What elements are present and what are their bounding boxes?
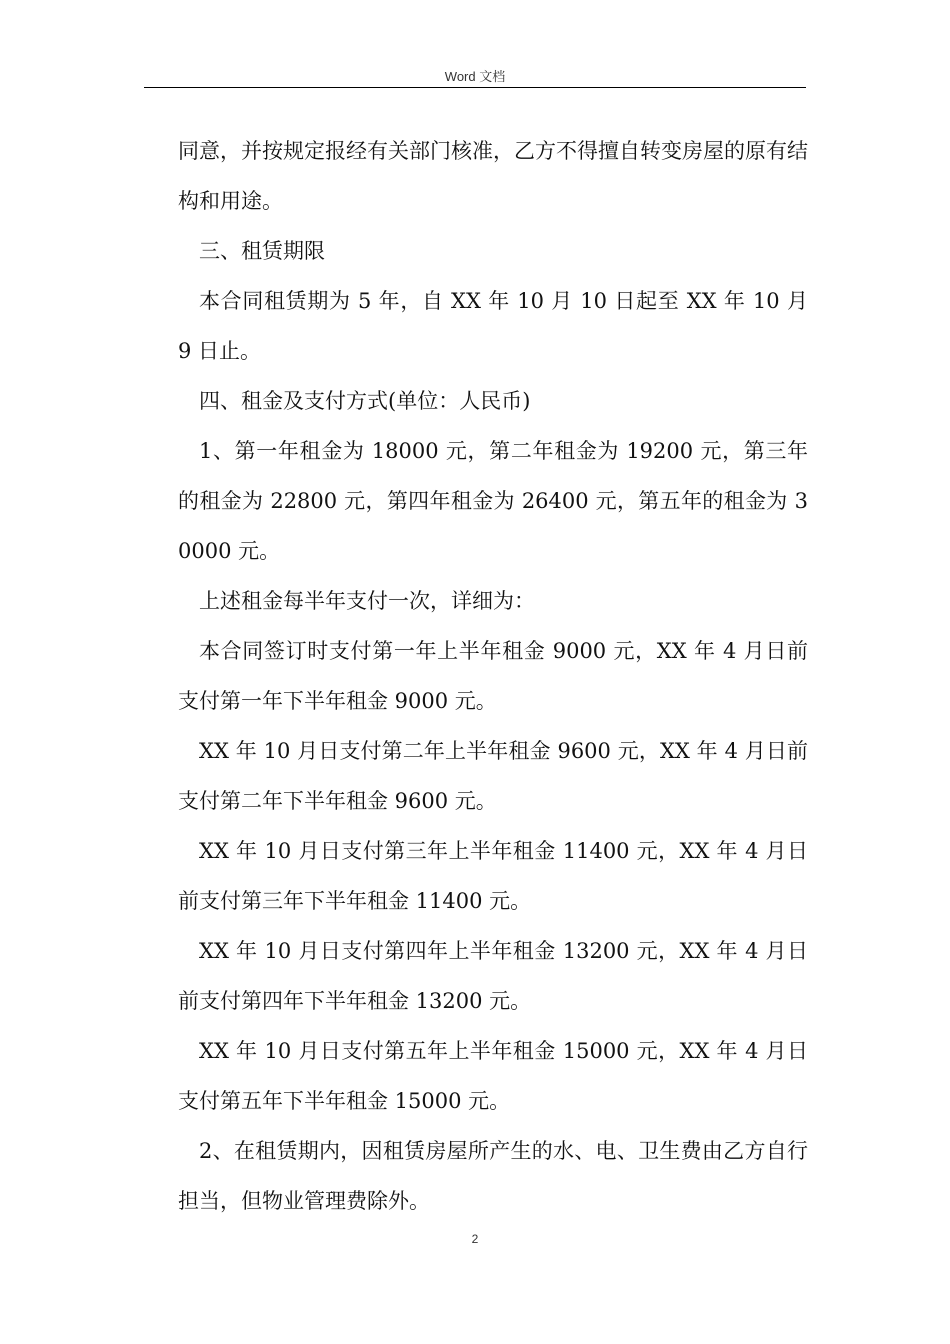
- section-heading: 四、租金及支付方式(单位：人民币): [199, 389, 531, 413]
- paragraph: XX 年 10 月日支付第三年上半年租金 11400 元，XX 年 4 月日前支付第三年下半年租金 11400 元。: [178, 839, 808, 913]
- paragraph: XX 年 10 月日支付第四年上半年租金 13200 元，XX 年 4 月日前支付第四年下半年租金 13200 元。: [178, 939, 808, 1013]
- paragraph: 1、第一年租金为 18000 元，第二年租金为 19200 元，第三年的租金为 22800 元，第四年租金为 26400 元，第五年的租金为 30000 元。: [178, 439, 808, 563]
- header-divider: [144, 87, 806, 88]
- page-number: 2: [471, 1232, 479, 1246]
- paragraph: 同意，并按规定报经有关部门核准，乙方不得擅自转变房屋的原有结构和用途。: [178, 139, 808, 213]
- paragraph: XX 年 10 月日支付第二年上半年租金 9600 元，XX 年 4 月日前支付第二年下半年租金 9600 元。: [178, 739, 808, 813]
- paragraph: 本合同签订时支付第一年上半年租金 9000 元，XX 年 4 月日前支付第一年下半年租金 9000 元。: [178, 639, 808, 713]
- paragraph: 上述租金每半年支付一次，详细为：: [199, 589, 535, 613]
- section-heading: 三、租赁期限: [199, 239, 325, 263]
- paragraph: 本合同租赁期为 5 年，自 XX 年 10 月 10 日起至 XX 年 10 月 9 日止。: [178, 289, 808, 363]
- page-header: Word 文档: [444, 69, 506, 84]
- document-body: [178, 126, 808, 1226]
- paragraph: XX 年 10 月日支付第五年上半年租金 15000 元，XX 年 4 月日支付第五年下半年租金 15000 元。: [178, 1039, 808, 1113]
- paragraph: 2、在租赁期内，因租赁房屋所产生的水、电、卫生费由乙方自行担当，但物业管理费除外。: [178, 1139, 808, 1213]
